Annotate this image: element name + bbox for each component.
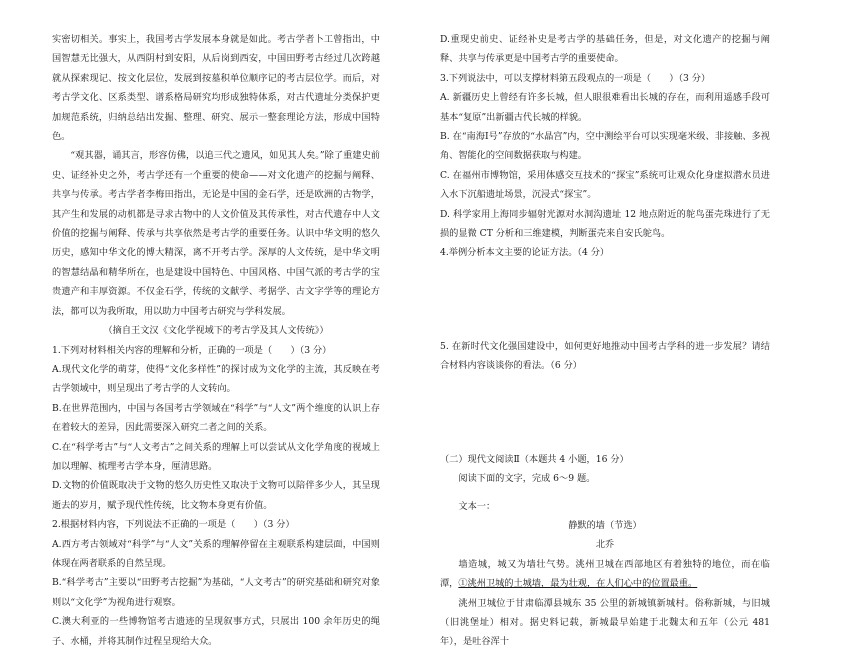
left-column: [52, 30, 380, 651]
right-column: [440, 30, 770, 652]
section-heading: （二）现代文阅读Ⅱ（本题共 4 小题，16 分）: [440, 453, 629, 465]
underlined-sentence-1: ①洮州卫城的土城墙，最为壮观，在人们心中的位置最重。: [458, 578, 698, 590]
article-paragraph-2: 洮州卫城位于甘肃临潭县城东 35 公里的新城镇新城村。俗称新城，与旧城（旧洮堡址）相对。据史料记载，新城最早始建于北魏太和五年（公元 481 年），是吐谷浑十: [440, 597, 770, 648]
article-paragraph-1-text: 墙造城，城又为墙壮气势。洮州卫城在西部地区有着独特的地位，而在临潭，: [440, 558, 770, 590]
answer-space-q4: [440, 263, 770, 337]
question-3-option-d: D. 科学家用上海同步辐射光源对水洞沟遗址 12 地点附近的鸵鸟蛋壳珠进行了无损的显微 CT 分析和三维建模，判断蛋壳来自安氏鸵鸟。: [440, 208, 770, 240]
answer-space-q5: [440, 376, 770, 450]
question-3-option-c: C. 在福州市博物馆，采用体感交互技术的“探宝”系统可让观众化身虚拟潜水员进入水下沉船遗址场景，沉浸式“探宝”。: [440, 169, 770, 201]
article-paragraph-1: [440, 555, 770, 594]
question-2-option-b: B.“科学考古”主要以“田野考古挖掘”为基础，“人文考古”的研究基础和研究对象则以“文化学”为视角进行观察。: [52, 577, 380, 608]
reading-instruction: 阅读下面的文字，完成 6～9 题。: [458, 473, 596, 485]
question-2-option-c: C.澳大利亚的一些博物馆考古遗迹的呈现叙事方式，只展出 100 余年历史的绳子、水桶，并将其制作过程呈现给大众。: [52, 616, 380, 647]
spacer: [440, 489, 770, 497]
question-2-option-d: D.重现史前史、证经补史是考古学的基础任务，但是，对文化遗产的挖掘与阐释、共享与传承更是中国考古学的重要使命。: [440, 34, 770, 65]
passage-source: （摘自王文汉《文化学视域下的考古学及其人文传统》）: [103, 325, 329, 337]
question-1-option-c: C.在“科学考古”与“人文考古”之间关系的理解上可以尝试从文化学角度的视域上加以理解、梳理考古学本身，厘清思路。: [52, 441, 380, 472]
question-1-option-b: B.在世界范围内，中国与各国考古学领域在“科学”与“人文”两个维度的认识上存在着较大的差异，因此需要深入研究二者之间的关系。: [52, 402, 380, 434]
question-3-option-a: A. 新疆历史上曾经有许多长城，但人眼很难看出长城的存在，而利用遥感手段可基本“复原”出新疆古代长城的样貌。: [440, 92, 770, 123]
question-1-option-d: D.文物的价值既取决于文物的悠久历史性又取决于文物可以陪伴多少人，其呈现逝去的岁月，赋予现代性传统，比文物本身更有价值。: [52, 480, 380, 511]
passage-paragraph-1: 实密切相关。事实上，我国考古学发展本身就是如此。考古学者卜工曾指出，中国智慧无比强大，从西阴村到安阳，从后岗到西安，中国田野考古经过几次跨越就从探索现记、按文化层位，发展到按墓积单位顺序记的考古层位学。而后，对考古学文化、区系类型、谱系格局研究均形成独特体系，对古代遗址分类保护更加规范系统，归纳总结出发掘、整理、研究、展示一整套理论方法，形成中国特色。: [52, 34, 380, 143]
question-4: 4.举例分析本文主要的论证方法。（4 分）: [440, 247, 610, 259]
passage-paragraph-2: “观其器，诵其言，形容仿佛，以追三代之遗风，如见其人矣。”除了重建史前史、证经补史之外，考古学还有一个重要的使命——对文化遗产的挖掘与阐释、共享与传承。考古学者李梅田指出，无论是中国的金石学，还是欧洲的古物学，其产生和发展的动机都是寻求古物中的人文价值及其传承性，对古代遗存中人文价值的挖掘与阐释、传承与共享依然是考古学的重要任务。认识中华文明的悠久历史，感知中华文化的博大精深，离不开考古学。深厚的人文传统，是中华文明的智慧结晶和精华所在，也是建设中国特色、中国风格、中国气派的考古学的宝贵遗产和丰厚资源。不仅金石学，传统的文献学、考据学、古文字学等的理论方法，都可以为我所取，用以助力中国考古研究与学科发展。: [52, 150, 380, 317]
article-title: 静默的墙（节选）: [568, 519, 642, 531]
question-3-stem: 3.下列说法中，可以支撑材料第五段观点的一项是（ ）（3 分）: [440, 72, 711, 84]
question-1-stem: 1.下列对材料相关内容的理解和分析，正确的一项是（ ）（3 分）: [52, 344, 332, 356]
text-label: 文本一：: [458, 500, 496, 512]
question-2-stem: 2.根据材料内容，下列说法不正确的一项是（ ）（3 分）: [52, 519, 295, 531]
question-1-option-a: A.现代文化学的萌芽，使得“文化多样性”的探讨成为文化学的主流，其反映在考古学领域中，则呈现出了考古学的人文转向。: [52, 363, 380, 395]
article-author: 北乔: [595, 539, 615, 551]
question-3-option-b: B. 在“南海Ⅰ号”存放的“水晶宫”内，空中测绘平台可以实现毫米级、非接触、多视角、智能化的空间数据获取与构建。: [440, 131, 770, 162]
question-5: 5. 在新时代文化强国建设中，如何更好地推动中国考古学科的进一步发展？请结合材料内容谈谈你的看法。（6 分）: [440, 340, 770, 372]
question-2-option-a: A.西方考古领域对“科学”与“人文”关系的理解停留在主观联系构建层面，中国则体现在两者联系的自然呈现。: [52, 538, 380, 569]
